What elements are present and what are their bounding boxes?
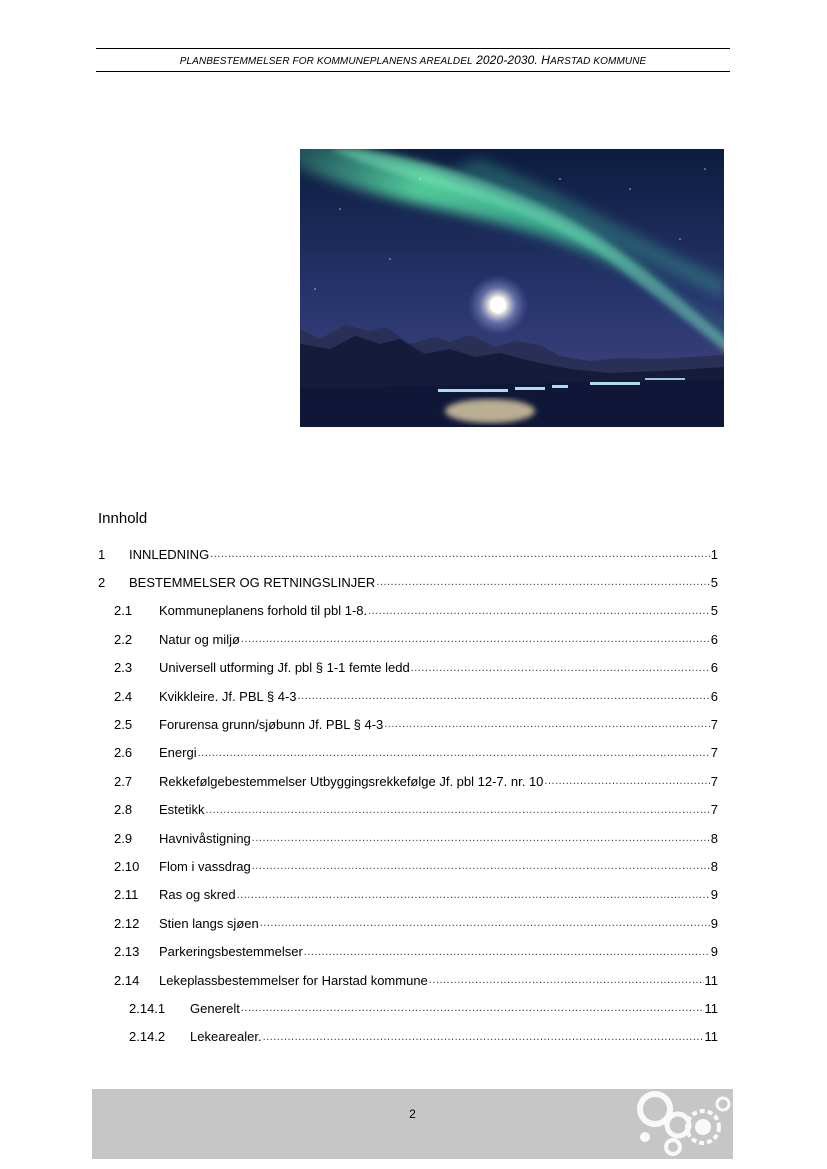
toc-dot-leader: [544, 773, 709, 789]
toc-dot-leader: [260, 915, 710, 931]
header-h: H: [541, 53, 551, 67]
toc-entry-number: 2.13: [114, 944, 140, 960]
toc-dot-leader: [241, 1000, 704, 1016]
toc-entry-title: Flom i vassdrag: [159, 858, 251, 874]
toc-entry[interactable]: [114, 824, 718, 852]
toc-dot-leader: [429, 972, 704, 988]
toc-dot-leader: [376, 574, 709, 590]
toc-entry-number: 2.11: [114, 887, 139, 903]
toc-entry-page: 9: [710, 915, 718, 931]
toc-entry-title: Stien langs sjøen: [159, 915, 259, 931]
toc-entry-page: 6: [710, 688, 718, 704]
toc-entry-title: Natur og miljø: [159, 631, 240, 647]
toc-entry[interactable]: [114, 881, 718, 909]
toc-dot-leader: [304, 944, 710, 960]
page-number: 2: [409, 1107, 416, 1121]
toc-entry-page: 9: [710, 944, 718, 960]
toc-entry-number: 2.2: [114, 631, 133, 647]
toc-entry-title: Rekkefølgebestemmelser Utbyggingsrekkefølge Jf. pbl 12-7. nr. 10: [159, 773, 544, 789]
toc-entry-page: 6: [710, 660, 718, 676]
toc-entry-page: 5: [710, 574, 718, 590]
toc-entry-number: 2.8: [114, 802, 133, 818]
aurora-photo: [300, 149, 724, 427]
toc-entry-page: 7: [710, 745, 718, 761]
toc-dot-leader: [210, 546, 710, 562]
toc-entry-page: 11: [704, 1029, 718, 1045]
toc-entry-title: Parkeringsbestemmelser: [159, 944, 303, 960]
toc-entry-number: 2: [98, 574, 106, 590]
toc-dot-leader: [411, 660, 710, 676]
toc-entry-page: 7: [710, 802, 718, 818]
toc-entry-page: 8: [710, 830, 718, 846]
toc-entry-number: 1: [98, 546, 106, 562]
toc-entry[interactable]: [114, 654, 718, 682]
toc-dot-leader: [252, 830, 710, 846]
toc-entry-title: Kommuneplanens forhold til pbl 1-8.: [159, 603, 368, 619]
toc-entry[interactable]: [114, 909, 718, 937]
toc-dot-leader: [384, 716, 710, 732]
page-footer: [92, 1089, 733, 1159]
toc-entry[interactable]: [114, 739, 718, 767]
toc-entry-number: 2.14.2: [129, 1029, 166, 1045]
toc-entry-title: INNLEDNING: [129, 546, 210, 562]
toc-entry-title: Lekeplassbestemmelser for Harstad kommune: [159, 972, 428, 988]
toc-entry-page: 7: [710, 773, 718, 789]
toc-entry[interactable]: [114, 597, 718, 625]
toc-entry-title: Kvikkleire. Jf. PBL § 4-3: [159, 688, 297, 704]
toc-entry-number: 2.7: [114, 773, 133, 789]
toc-heading: Innhold: [98, 510, 148, 527]
toc-entry[interactable]: [129, 1023, 718, 1051]
toc-entry-number: 2.9: [114, 830, 133, 846]
toc-entry[interactable]: [114, 625, 718, 653]
toc-dot-leader: [241, 631, 710, 647]
toc-entry-page: 1: [710, 546, 718, 562]
toc-dot-leader: [206, 802, 710, 818]
toc-dot-leader: [237, 887, 710, 903]
toc-entry[interactable]: [98, 568, 718, 596]
toc-entry-title: Ras og skred: [159, 887, 236, 903]
toc-entry-number: 2.5: [114, 716, 133, 732]
toc-entry-number: 2.1: [114, 603, 133, 619]
header-title: PLANBESTEMMELSER FOR KOMMUNEPLANENS AREALDEL: [179, 56, 473, 67]
toc-entry-number: 2.3: [114, 660, 133, 676]
running-header: [96, 48, 730, 72]
toc-entry[interactable]: [114, 710, 718, 738]
toc-dot-leader: [298, 688, 710, 704]
toc-entry[interactable]: [114, 682, 718, 710]
toc-entry-number: 2.14: [114, 972, 140, 988]
toc-entry-title: Universell utforming Jf. pbl § 1-1 femte ledd: [159, 660, 410, 676]
toc-entry-title: Generelt: [190, 1000, 240, 1016]
toc-entry[interactable]: [129, 994, 718, 1022]
toc-entry-page: 9: [710, 887, 718, 903]
toc-entry-title: BESTEMMELSER OG RETNINGSLINJER: [129, 574, 376, 590]
toc-dot-leader: [368, 603, 710, 619]
toc-entry-title: Energi: [159, 745, 197, 761]
header-municipality: ARSTAD KOMMUNE: [550, 56, 647, 67]
toc-entry-number: 2.14.1: [129, 1000, 166, 1016]
toc-dot-leader: [198, 745, 710, 761]
toc-entry-page: 6: [710, 631, 718, 647]
toc-entry-number: 2.6: [114, 745, 133, 761]
toc-entry-page: 5: [710, 603, 718, 619]
toc-entry-page: 11: [704, 972, 718, 988]
toc-entry-title: Estetikk: [159, 802, 205, 818]
header-years: 2020-2030.: [476, 53, 538, 67]
gear-logo-icon: [633, 1089, 733, 1159]
toc-entry-title: Havnivåstigning: [159, 830, 251, 846]
toc-entry[interactable]: [114, 796, 718, 824]
toc-entry-title: Forurensa grunn/sjøbunn Jf. PBL § 4-3: [159, 716, 384, 732]
toc-entry-number: 2.10: [114, 858, 140, 874]
toc-entry-page: 7: [710, 716, 718, 732]
toc-entry[interactable]: [114, 938, 718, 966]
toc-dot-leader: [252, 858, 710, 874]
toc-entry[interactable]: [114, 852, 718, 880]
toc-entry[interactable]: [114, 767, 718, 795]
toc-entry[interactable]: [114, 966, 718, 994]
toc-entry-page: 11: [704, 1000, 718, 1016]
toc-entry-page: 8: [710, 858, 718, 874]
toc-dot-leader: [263, 1029, 704, 1045]
toc-entry-title: Lekearealer.: [190, 1029, 262, 1045]
toc-entry-number: 2.12: [114, 915, 140, 931]
toc-entry-number: 2.4: [114, 688, 133, 704]
toc-entry[interactable]: [98, 540, 718, 568]
